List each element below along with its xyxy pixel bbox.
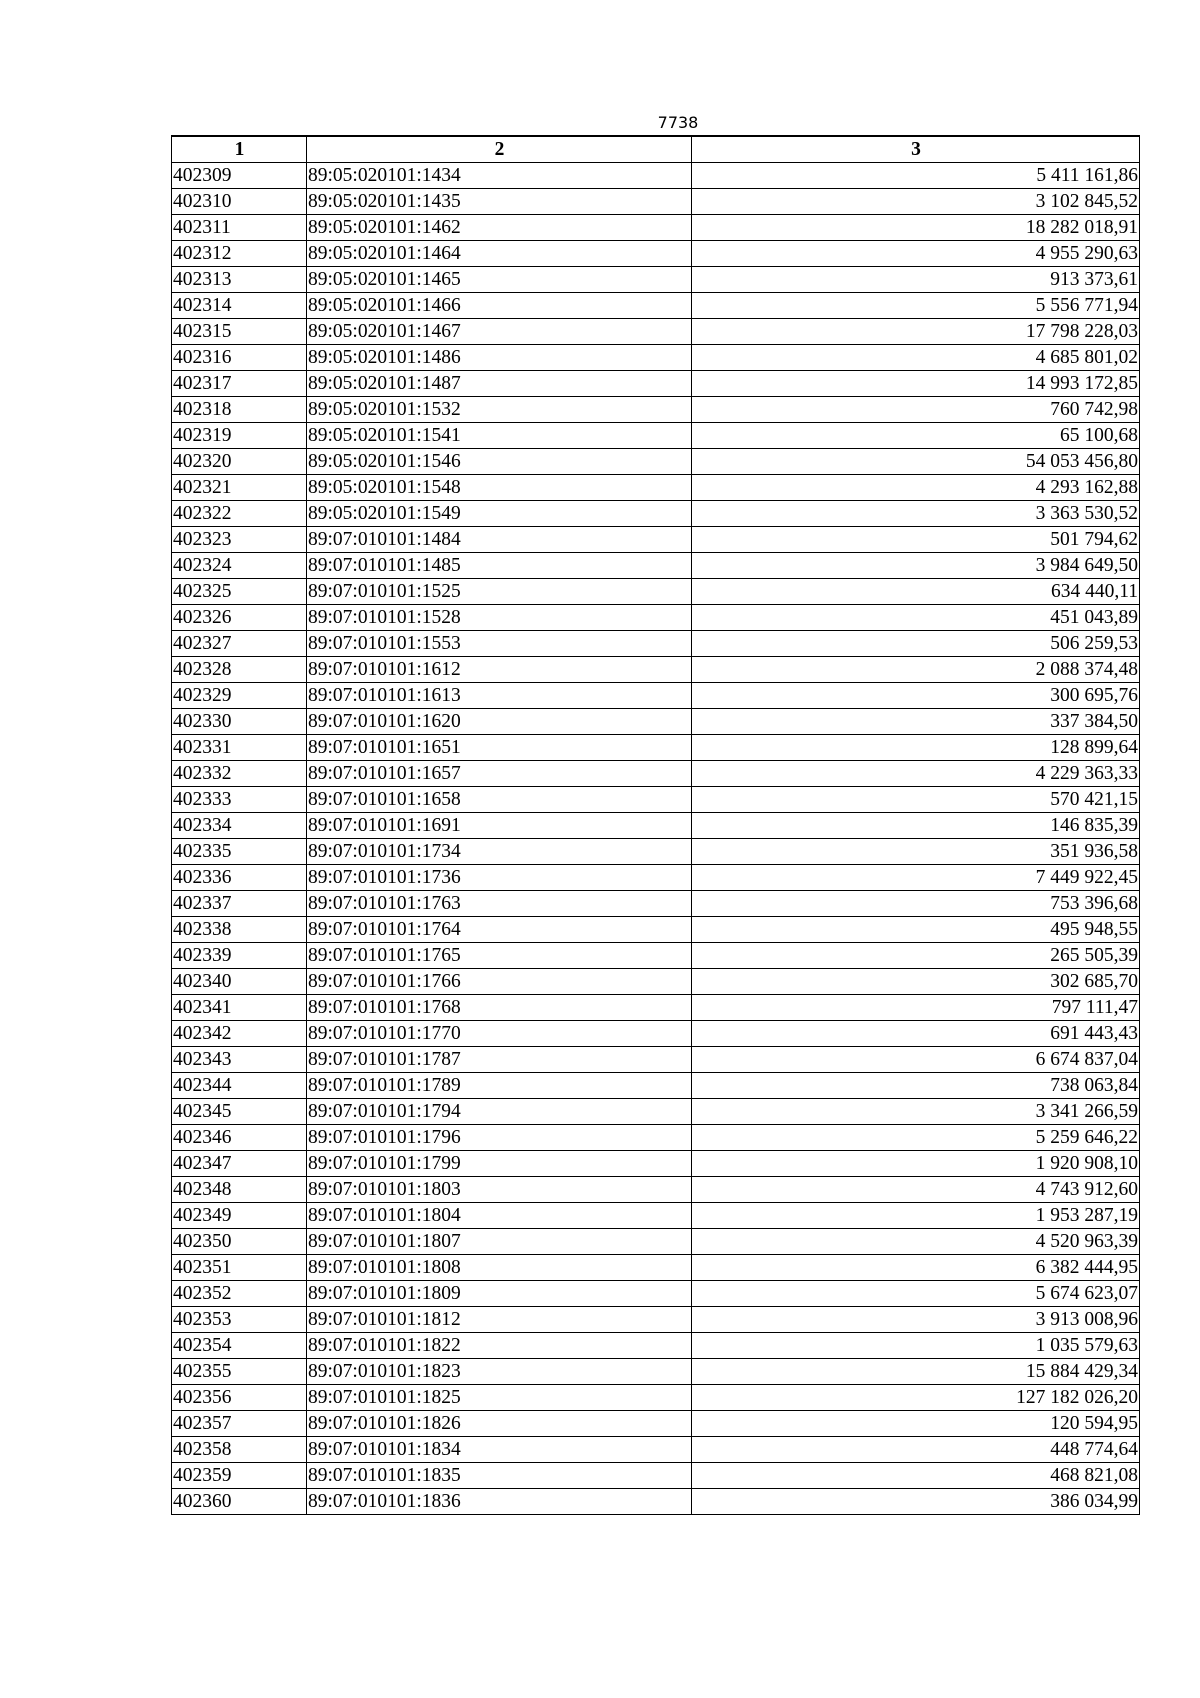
value-cell: 738 063,84 — [692, 1073, 1140, 1099]
table-row — [172, 1099, 1140, 1125]
row-number-cell: 402329 — [172, 683, 307, 709]
value-cell: 5 259 646,22 — [692, 1125, 1140, 1151]
cadastral-number-cell: 89:07:010101:1804 — [307, 1203, 692, 1229]
cadastral-number-cell: 89:05:020101:1465 — [307, 267, 692, 293]
table-row — [172, 527, 1140, 553]
cadastral-number-cell: 89:05:020101:1487 — [307, 371, 692, 397]
table-row — [172, 995, 1140, 1021]
table-row — [172, 1021, 1140, 1047]
row-number-cell: 402331 — [172, 735, 307, 761]
header-row — [172, 136, 1140, 163]
table-body — [172, 163, 1140, 1515]
cadastral-number-cell: 89:07:010101:1766 — [307, 969, 692, 995]
table-row — [172, 241, 1140, 267]
row-number-cell: 402337 — [172, 891, 307, 917]
row-number-cell: 402323 — [172, 527, 307, 553]
value-cell: 146 835,39 — [692, 813, 1140, 839]
value-cell: 6 382 444,95 — [692, 1255, 1140, 1281]
table-row — [172, 579, 1140, 605]
table-row — [172, 345, 1140, 371]
value-cell: 451 043,89 — [692, 605, 1140, 631]
cadastral-number-cell: 89:05:020101:1466 — [307, 293, 692, 319]
cadastral-number-cell: 89:07:010101:1789 — [307, 1073, 692, 1099]
value-cell: 691 443,43 — [692, 1021, 1140, 1047]
table-row — [172, 267, 1140, 293]
row-number-cell: 402347 — [172, 1151, 307, 1177]
row-number-cell: 402332 — [172, 761, 307, 787]
cadastral-number-cell: 89:07:010101:1834 — [307, 1437, 692, 1463]
value-cell: 2 088 374,48 — [692, 657, 1140, 683]
value-cell: 4 743 912,60 — [692, 1177, 1140, 1203]
row-number-cell: 402359 — [172, 1463, 307, 1489]
table-row — [172, 761, 1140, 787]
value-cell: 14 993 172,85 — [692, 371, 1140, 397]
table-row — [172, 631, 1140, 657]
row-number-cell: 402358 — [172, 1437, 307, 1463]
row-number-cell: 402310 — [172, 189, 307, 215]
value-cell: 265 505,39 — [692, 943, 1140, 969]
cadastral-number-cell: 89:07:010101:1613 — [307, 683, 692, 709]
table-row — [172, 501, 1140, 527]
table-header — [172, 136, 1140, 163]
value-cell: 3 341 266,59 — [692, 1099, 1140, 1125]
row-number-cell: 402319 — [172, 423, 307, 449]
cadastral-number-cell: 89:07:010101:1691 — [307, 813, 692, 839]
table-row — [172, 553, 1140, 579]
value-cell: 570 421,15 — [692, 787, 1140, 813]
value-cell: 3 984 649,50 — [692, 553, 1140, 579]
value-cell: 18 282 018,91 — [692, 215, 1140, 241]
cadastral-number-cell: 89:05:020101:1462 — [307, 215, 692, 241]
value-cell: 128 899,64 — [692, 735, 1140, 761]
value-cell: 17 798 228,03 — [692, 319, 1140, 345]
row-number-cell: 402350 — [172, 1229, 307, 1255]
table-row — [172, 1333, 1140, 1359]
table-row — [172, 397, 1140, 423]
cadastral-number-cell: 89:07:010101:1799 — [307, 1151, 692, 1177]
table-row — [172, 969, 1140, 995]
row-number-cell: 402313 — [172, 267, 307, 293]
table-row — [172, 1177, 1140, 1203]
cadastral-number-cell: 89:07:010101:1796 — [307, 1125, 692, 1151]
value-cell: 4 229 363,33 — [692, 761, 1140, 787]
row-number-cell: 402351 — [172, 1255, 307, 1281]
table-row — [172, 813, 1140, 839]
table-row — [172, 709, 1140, 735]
row-number-cell: 402341 — [172, 995, 307, 1021]
row-number-cell: 402318 — [172, 397, 307, 423]
value-cell: 5 411 161,86 — [692, 163, 1140, 189]
value-cell: 127 182 026,20 — [692, 1385, 1140, 1411]
table-row — [172, 787, 1140, 813]
value-cell: 1 920 908,10 — [692, 1151, 1140, 1177]
row-number-cell: 402338 — [172, 917, 307, 943]
cadastral-number-cell: 89:07:010101:1825 — [307, 1385, 692, 1411]
cadastral-number-cell: 89:05:020101:1549 — [307, 501, 692, 527]
value-cell: 760 742,98 — [692, 397, 1140, 423]
cadastral-number-cell: 89:05:020101:1486 — [307, 345, 692, 371]
cadastral-number-cell: 89:05:020101:1467 — [307, 319, 692, 345]
table-row — [172, 865, 1140, 891]
table-row — [172, 1229, 1140, 1255]
cadastral-number-cell: 89:07:010101:1770 — [307, 1021, 692, 1047]
value-cell: 468 821,08 — [692, 1463, 1140, 1489]
table-row — [172, 605, 1140, 631]
table-row — [172, 917, 1140, 943]
row-number-cell: 402334 — [172, 813, 307, 839]
row-number-cell: 402327 — [172, 631, 307, 657]
cadastral-number-cell: 89:07:010101:1736 — [307, 865, 692, 891]
cadastral-number-cell: 89:05:020101:1464 — [307, 241, 692, 267]
table-row — [172, 943, 1140, 969]
cadastral-number-cell: 89:07:010101:1787 — [307, 1047, 692, 1073]
table-row — [172, 1125, 1140, 1151]
table-row — [172, 293, 1140, 319]
table-row — [172, 1203, 1140, 1229]
value-cell: 501 794,62 — [692, 527, 1140, 553]
table-row — [172, 1463, 1140, 1489]
value-cell: 4 520 963,39 — [692, 1229, 1140, 1255]
row-number-cell: 402346 — [172, 1125, 307, 1151]
value-cell: 337 384,50 — [692, 709, 1140, 735]
table-row — [172, 215, 1140, 241]
row-number-cell: 402345 — [172, 1099, 307, 1125]
value-cell: 7 449 922,45 — [692, 865, 1140, 891]
row-number-cell: 402328 — [172, 657, 307, 683]
row-number-cell: 402321 — [172, 475, 307, 501]
row-number-cell: 402326 — [172, 605, 307, 631]
row-number-cell: 402352 — [172, 1281, 307, 1307]
cadastral-number-cell: 89:07:010101:1528 — [307, 605, 692, 631]
page-number: 7738 — [657, 113, 699, 132]
row-number-cell: 402324 — [172, 553, 307, 579]
cadastral-number-cell: 89:07:010101:1763 — [307, 891, 692, 917]
value-cell: 4 293 162,88 — [692, 475, 1140, 501]
value-cell: 351 936,58 — [692, 839, 1140, 865]
value-cell: 302 685,70 — [692, 969, 1140, 995]
row-number-cell: 402349 — [172, 1203, 307, 1229]
row-number-cell: 402360 — [172, 1489, 307, 1515]
cadastral-number-cell: 89:07:010101:1658 — [307, 787, 692, 813]
row-number-cell: 402336 — [172, 865, 307, 891]
table-row — [172, 449, 1140, 475]
value-cell: 54 053 456,80 — [692, 449, 1140, 475]
table-row — [172, 319, 1140, 345]
value-cell: 5 674 623,07 — [692, 1281, 1140, 1307]
cadastral-number-cell: 89:07:010101:1812 — [307, 1307, 692, 1333]
value-cell: 495 948,55 — [692, 917, 1140, 943]
cadastral-number-cell: 89:07:010101:1803 — [307, 1177, 692, 1203]
table-row — [172, 423, 1140, 449]
cadastral-number-cell: 89:07:010101:1657 — [307, 761, 692, 787]
value-cell: 1 953 287,19 — [692, 1203, 1140, 1229]
value-cell: 3 913 008,96 — [692, 1307, 1140, 1333]
cadastral-number-cell: 89:07:010101:1808 — [307, 1255, 692, 1281]
cadastral-number-cell: 89:07:010101:1525 — [307, 579, 692, 605]
row-number-cell: 402309 — [172, 163, 307, 189]
cadastral-number-cell: 89:05:020101:1435 — [307, 189, 692, 215]
value-cell: 448 774,64 — [692, 1437, 1140, 1463]
row-number-cell: 402317 — [172, 371, 307, 397]
table-row — [172, 1437, 1140, 1463]
cadastral-number-cell: 89:07:010101:1484 — [307, 527, 692, 553]
row-number-cell: 402353 — [172, 1307, 307, 1333]
cadastral-number-cell: 89:07:010101:1620 — [307, 709, 692, 735]
row-number-cell: 402356 — [172, 1385, 307, 1411]
table-row — [172, 475, 1140, 501]
table-row — [172, 891, 1140, 917]
value-cell: 65 100,68 — [692, 423, 1140, 449]
table-row — [172, 1359, 1140, 1385]
table-row — [172, 1073, 1140, 1099]
row-number-cell: 402330 — [172, 709, 307, 735]
cadastral-number-cell: 89:05:020101:1546 — [307, 449, 692, 475]
row-number-cell: 402316 — [172, 345, 307, 371]
row-number-cell: 402340 — [172, 969, 307, 995]
table-row — [172, 189, 1140, 215]
value-cell: 1 035 579,63 — [692, 1333, 1140, 1359]
cadastral-number-cell: 89:07:010101:1734 — [307, 839, 692, 865]
row-number-cell: 402335 — [172, 839, 307, 865]
table-row — [172, 657, 1140, 683]
value-cell: 4 955 290,63 — [692, 241, 1140, 267]
value-cell: 913 373,61 — [692, 267, 1140, 293]
value-cell: 15 884 429,34 — [692, 1359, 1140, 1385]
value-cell: 300 695,76 — [692, 683, 1140, 709]
cadastral-number-cell: 89:07:010101:1765 — [307, 943, 692, 969]
value-cell: 4 685 801,02 — [692, 345, 1140, 371]
cadastral-number-cell: 89:07:010101:1826 — [307, 1411, 692, 1437]
cadastral-number-cell: 89:05:020101:1532 — [307, 397, 692, 423]
cadastral-number-cell: 89:07:010101:1809 — [307, 1281, 692, 1307]
value-cell: 3 102 845,52 — [692, 189, 1140, 215]
value-cell: 3 363 530,52 — [692, 501, 1140, 527]
row-number-cell: 402311 — [172, 215, 307, 241]
cadastral-number-cell: 89:07:010101:1651 — [307, 735, 692, 761]
row-number-cell: 402322 — [172, 501, 307, 527]
row-number-cell: 402357 — [172, 1411, 307, 1437]
cadastral-number-cell: 89:07:010101:1794 — [307, 1099, 692, 1125]
value-cell: 6 674 837,04 — [692, 1047, 1140, 1073]
table-row — [172, 1489, 1140, 1515]
table-row — [172, 839, 1140, 865]
cadastral-number-cell: 89:07:010101:1553 — [307, 631, 692, 657]
column-header-3: 3 — [692, 136, 1140, 163]
data-table — [171, 135, 1140, 1515]
row-number-cell: 402315 — [172, 319, 307, 345]
cadastral-number-cell: 89:07:010101:1485 — [307, 553, 692, 579]
table-row — [172, 1411, 1140, 1437]
row-number-cell: 402355 — [172, 1359, 307, 1385]
cadastral-number-cell: 89:07:010101:1823 — [307, 1359, 692, 1385]
row-number-cell: 402354 — [172, 1333, 307, 1359]
table-row — [172, 1151, 1140, 1177]
value-cell: 120 594,95 — [692, 1411, 1140, 1437]
table-row — [172, 1047, 1140, 1073]
row-number-cell: 402312 — [172, 241, 307, 267]
value-cell: 797 111,47 — [692, 995, 1140, 1021]
cadastral-number-cell: 89:07:010101:1835 — [307, 1463, 692, 1489]
table-row — [172, 683, 1140, 709]
value-cell: 753 396,68 — [692, 891, 1140, 917]
row-number-cell: 402342 — [172, 1021, 307, 1047]
row-number-cell: 402343 — [172, 1047, 307, 1073]
cadastral-number-cell: 89:05:020101:1548 — [307, 475, 692, 501]
cadastral-number-cell: 89:05:020101:1434 — [307, 163, 692, 189]
table-row — [172, 1281, 1140, 1307]
cadastral-number-cell: 89:07:010101:1836 — [307, 1489, 692, 1515]
row-number-cell: 402325 — [172, 579, 307, 605]
row-number-cell: 402314 — [172, 293, 307, 319]
cadastral-number-cell: 89:07:010101:1768 — [307, 995, 692, 1021]
row-number-cell: 402344 — [172, 1073, 307, 1099]
row-number-cell: 402333 — [172, 787, 307, 813]
column-header-2: 2 — [307, 136, 692, 163]
row-number-cell: 402339 — [172, 943, 307, 969]
table-row — [172, 1385, 1140, 1411]
table-row — [172, 371, 1140, 397]
table-row — [172, 1255, 1140, 1281]
cadastral-number-cell: 89:05:020101:1541 — [307, 423, 692, 449]
cadastral-number-cell: 89:07:010101:1807 — [307, 1229, 692, 1255]
value-cell: 5 556 771,94 — [692, 293, 1140, 319]
value-cell: 386 034,99 — [692, 1489, 1140, 1515]
column-header-1: 1 — [172, 136, 307, 163]
table-row — [172, 1307, 1140, 1333]
table-row — [172, 163, 1140, 189]
table-row — [172, 735, 1140, 761]
value-cell: 506 259,53 — [692, 631, 1140, 657]
value-cell: 634 440,11 — [692, 579, 1140, 605]
row-number-cell: 402348 — [172, 1177, 307, 1203]
cadastral-number-cell: 89:07:010101:1822 — [307, 1333, 692, 1359]
cadastral-number-cell: 89:07:010101:1764 — [307, 917, 692, 943]
cadastral-number-cell: 89:07:010101:1612 — [307, 657, 692, 683]
row-number-cell: 402320 — [172, 449, 307, 475]
